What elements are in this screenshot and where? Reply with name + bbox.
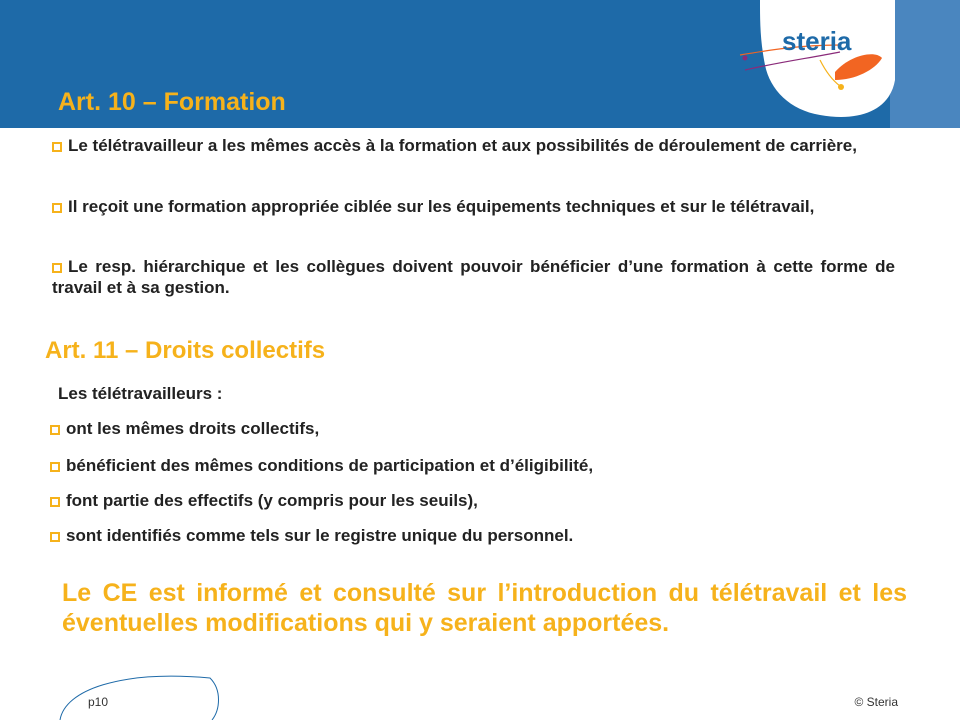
item-text: font partie des effectifs (y compris pour les seuils), [66, 491, 478, 510]
checkbox-bullet-icon [50, 532, 60, 542]
section1-bullet-1 [52, 135, 895, 156]
section1-title: Art. 10 – Formation [58, 88, 286, 116]
logo-text: steria [782, 26, 852, 56]
checkbox-bullet-icon [50, 497, 60, 507]
section2-item-1 [50, 418, 319, 439]
section2-lead: Les télétravailleurs : [58, 384, 223, 403]
item-text: bénéficient des mêmes conditions de participation et d’éligibilité, [66, 456, 594, 475]
footer-curve [0, 660, 960, 720]
page-number: p10 [88, 695, 109, 709]
bullet-text: Le resp. hiérarchique et les collègues doivent pouvoir bénéficier d’une formation à cette forme de travail et à sa gestion. [52, 257, 895, 297]
bullet-text: Il reçoit une formation appropriée ciblée sur les équipements techniques et sur le télétravail, [68, 197, 815, 216]
checkbox-bullet-icon [52, 142, 62, 152]
item-text: sont identifiés comme tels sur le registre unique du personnel. [66, 526, 574, 545]
bullet-text: Le télétravailleur a les mêmes accès à la formation et aux possibilités de déroulement de carrière, [68, 136, 857, 155]
section2-item-3 [50, 490, 478, 511]
section2-item-2 [50, 455, 593, 476]
checkbox-bullet-icon [52, 203, 62, 213]
ce-note: Le CE est informé et consulté sur l’introduction du télétravail et les éventuelles modifications qui y seraient apportées. [62, 579, 907, 637]
copyright: © Steria [854, 695, 898, 709]
item-text: ont les mêmes droits collectifs, [66, 419, 320, 438]
section2-item-4 [50, 525, 573, 546]
section2-title: Art. 11 – Droits collectifs [45, 337, 326, 364]
section1-bullet-2 [52, 196, 895, 217]
checkbox-bullet-icon [52, 263, 62, 273]
section1-bullet-3 [52, 256, 895, 298]
checkbox-bullet-icon [50, 425, 60, 435]
checkbox-bullet-icon [50, 462, 60, 472]
